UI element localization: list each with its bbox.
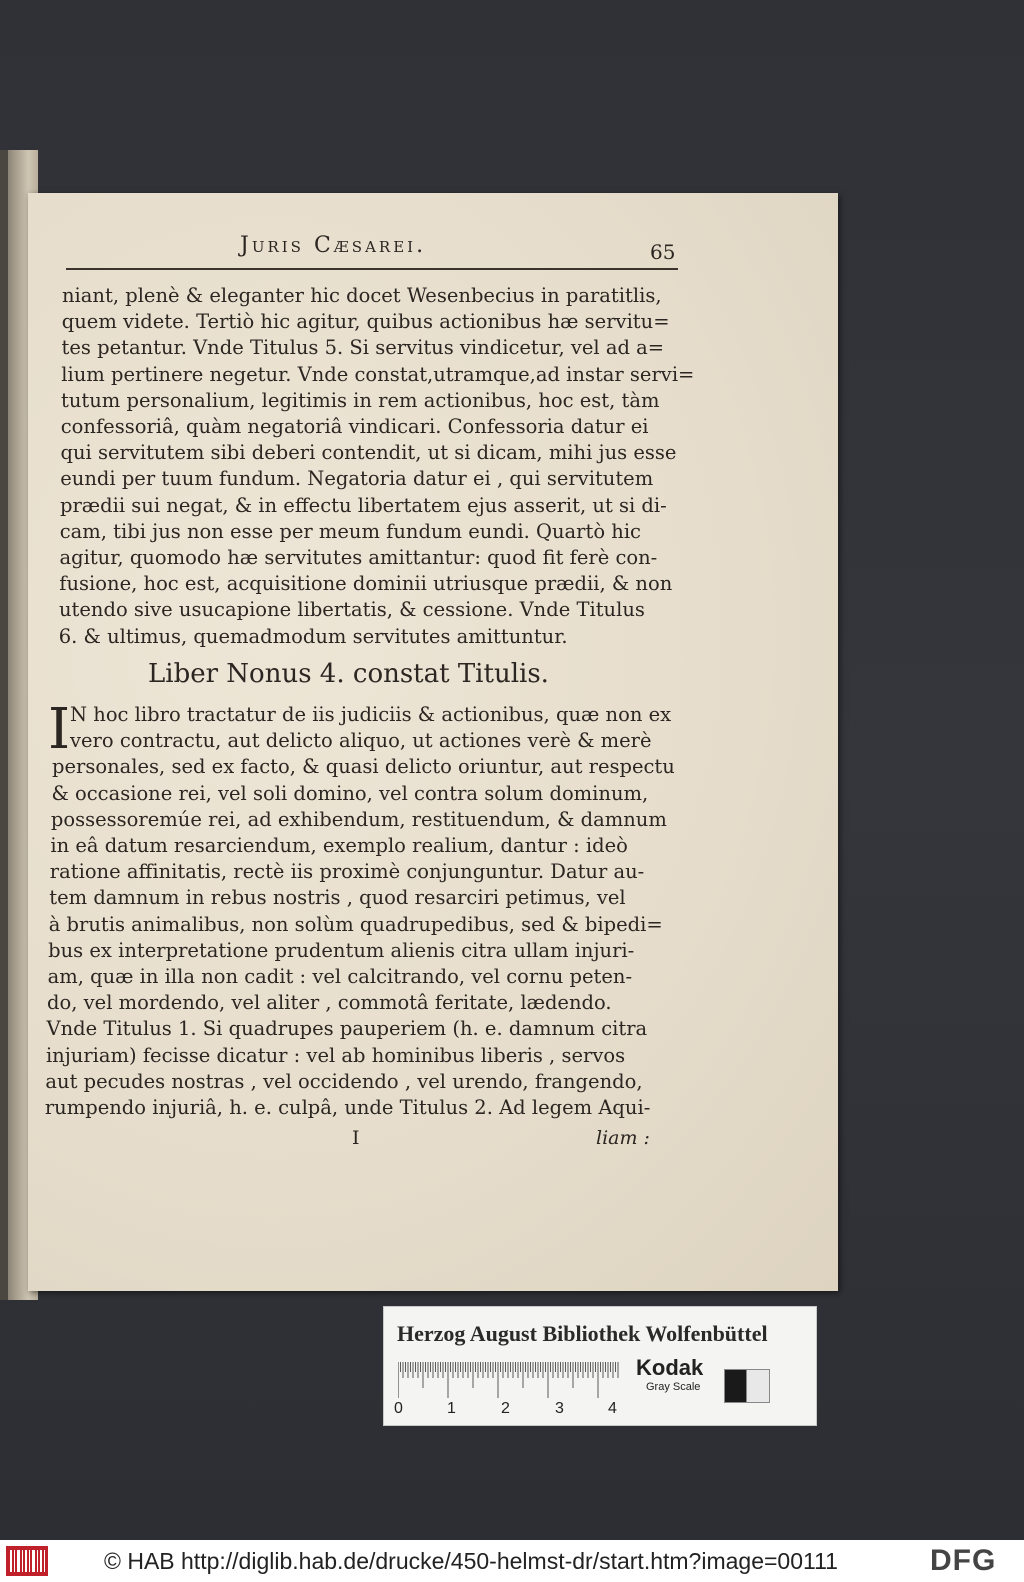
text-line: à brutis animalibus, non solùm quadrupedibus, sed & bipedi= [48, 912, 663, 936]
text-line: niant, plenè & eleganter hic docet Wesenbecius in paratitlis, [62, 284, 662, 307]
text-line: ratione affinitatis, rectè iis proximè conjunguntur. Datur au- [49, 860, 645, 884]
text-line: aut pecudes nostras , vel occidendo , vel urendo, frangendo, [45, 1069, 643, 1093]
text-line: N hoc libro tractatur de iis judiciis & actionibus, quæ non ex [70, 703, 672, 726]
section-heading: Liber Nonus 4. constat Titulis. [148, 659, 549, 689]
text-line: injuriam) fecisse dicatur : vel ab hominibus liberis , servos [45, 1043, 626, 1067]
text-line: utendo sive usucapione libertatis, & cessione. Vnde Titulus [59, 598, 645, 622]
footer-bar [0, 1540, 1024, 1582]
text-line: tutum personalium, legitimis in rem actionibus, hoc est, tàm [61, 388, 660, 412]
ruler-number: 0 [394, 1400, 403, 1417]
text-line: tem damnum in rebus nostris , quod resarciri petimus, vel [49, 886, 626, 910]
ruler-number: 2 [501, 1400, 510, 1417]
text-line: fusione, hoc est, acquisitione dominii utriusque prædii, & non [59, 572, 673, 596]
ruler-number: 3 [555, 1400, 564, 1417]
ruler-number: 4 [608, 1400, 617, 1417]
page-number: 65 [650, 240, 676, 264]
catchword: liam : [596, 1127, 650, 1149]
binding-shadow [0, 150, 8, 1300]
text-line: vero contractu, aut delicto aliquo, ut actiones verè & merè [70, 729, 652, 753]
scale-ruler [398, 1362, 620, 1398]
text-line: agitur, quomodo hæ servitutes amittantur: quod fit ferè con- [59, 546, 658, 569]
kodak-logo: Kodak [636, 1355, 704, 1380]
text-line: quem videte. Tertiò hic agitur, quibus actionibus hæ servitu= [61, 310, 670, 334]
text-line: qui servitutem sibi deberi contendit, ut si dicam, mihi jus esse [60, 441, 677, 465]
text-line: in eâ datum resarciendum, exemplo realium, dantur : ideò [50, 834, 628, 857]
text-line: & occasione rei, vel soli domino, vel contra solum dominum, [51, 781, 649, 805]
drop-capital: I [48, 697, 71, 762]
text-line: am, quæ in illa non cadit : vel calcitrando, vel cornu peten- [47, 965, 633, 988]
barcode-icon [6, 1546, 48, 1576]
text-line: 6. & ultimus, quemadmodum servitutes amittuntur. [58, 624, 568, 648]
text-line: possessoremúe rei, ad exhibendum, restituendum, & damnum [50, 807, 667, 831]
text-line: personales, sed ex facto, & quasi delicto oriuntur, aut respectu [52, 755, 675, 779]
text-line: cam, tibi jus non esse per meum fundum eundi. Quartò hic [59, 519, 641, 543]
header-rule [66, 268, 678, 270]
text-line: prædii sui negat, & in effectu libertatem ejus asserit, ut si di- [60, 493, 667, 517]
text-line: eundi per tuum fundum. Negatoria datur ei , qui servitutem [60, 467, 654, 491]
text-line: lium pertinere negetur. Vnde constat,utramque,ad instar servi= [61, 362, 695, 386]
source-link[interactable]: © HAB http://diglib.hab.de/drucke/450-helmst-dr/start.htm?image=00111 [104, 1548, 838, 1574]
text-line: rumpendo injuriâ, h. e. culpâ, unde Titulus 2. Ad legem Aqui- [44, 1096, 651, 1119]
gray-swatch-light [746, 1369, 770, 1403]
gray-swatch-dark [724, 1369, 748, 1403]
library-color-card [383, 1306, 817, 1426]
text-line: do, vel mordendo, vel aliter , commotâ feritate, lædendo. [47, 991, 612, 1015]
text-line: bus ex interpretatione prudentum alienis citra ullam injuri- [48, 938, 635, 962]
gray-scale-label: Gray Scale [646, 1381, 701, 1393]
text-line: tes petantur. Vnde Titulus 5. Si servitus vindicetur, vel ad a= [61, 336, 665, 360]
library-name: Herzog August Bibliothek Wolfenbüttel [397, 1321, 768, 1346]
signature-mark: I [352, 1127, 360, 1149]
text-line: confessoriâ, quàm negatoriâ vindicari. Confessoria datur ei [60, 415, 649, 438]
ruler-number: 1 [447, 1400, 456, 1417]
dfg-logo: DFG [930, 1544, 997, 1577]
text-line: Vnde Titulus 1. Si quadrupes pauperiem (h. e. damnum citra [46, 1017, 648, 1041]
running-head: Juris Cæsarei. [240, 233, 427, 258]
